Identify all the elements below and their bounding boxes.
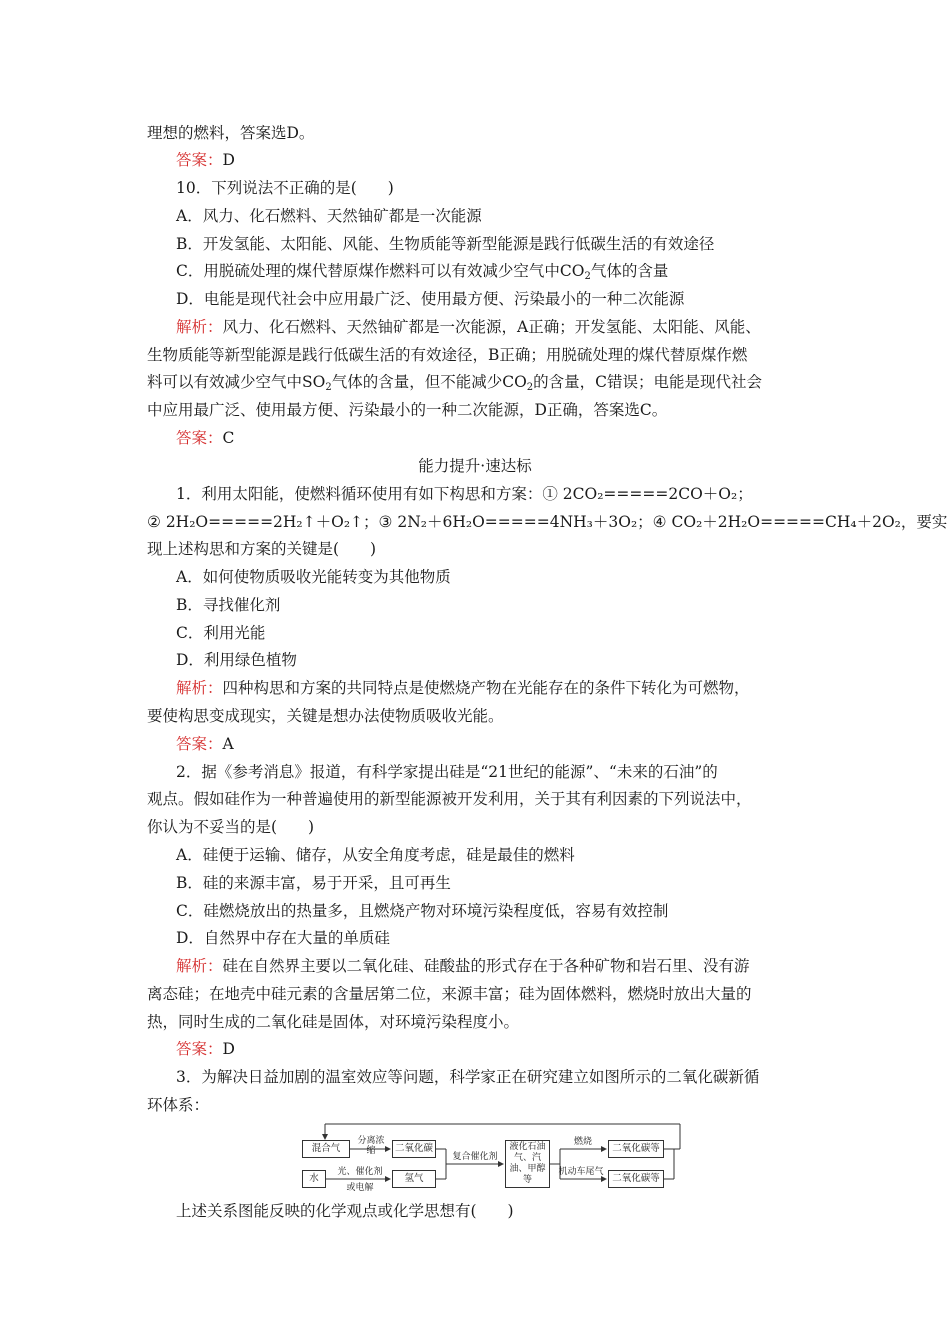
option-d: D．自然界中存在大量的单质硅 — [176, 929, 390, 947]
label-electrolysis: 或电解 — [346, 1183, 374, 1193]
text-span: 硅在自然界主要以二氧化硅、硅酸盐的形式存在于各种矿物和岩石里、没有游 — [222, 957, 750, 975]
box-co2: 二氧化碳 — [392, 1140, 436, 1158]
question-stem: 1．利用太阳能，使燃料循环使用有如下构思和方案：① 2CO₂=====2CO＋O₂； — [176, 485, 753, 503]
option-a: A．硅便于运输、储存，从安全角度考虑，硅是最佳的燃料 — [176, 846, 575, 864]
text-span: 四种构思和方案的共同特点是使燃烧产物在光能存在的条件下转化为可燃物， — [222, 679, 750, 697]
question-stem: 观点。假如硅作为一种普遍使用的新型能源被开发利用，关于其有利因素的下列说法中， — [147, 790, 752, 808]
analysis-label: 解析： — [176, 679, 223, 697]
analysis-line — [147, 369, 807, 396]
question-stem: 上述关系图能反映的化学观点或化学思想有( ) — [176, 1202, 514, 1220]
option-c: C．硅燃烧放出的热量多，且燃烧产物对环境污染程度低，容易有效控制 — [176, 902, 669, 920]
question-stem: 现上述构思和方案的关键是( ) — [147, 540, 377, 558]
analysis-line — [176, 953, 836, 980]
box-co2-etc: 二氧化碳等 — [608, 1140, 664, 1158]
box-h2: 氢气 — [392, 1170, 436, 1188]
option-d: D．利用绿色植物 — [176, 651, 297, 669]
subscript: 2 — [526, 382, 534, 393]
answer-value: D — [222, 1040, 235, 1058]
label-exhaust: 机动车尾气 — [558, 1167, 604, 1177]
box-water: 水 — [302, 1170, 326, 1188]
answer-line — [176, 731, 836, 758]
question-stem: 你认为不妥当的是( ) — [147, 818, 315, 836]
text-span: 料可以有效减少空气中SO — [147, 373, 326, 391]
box-co2-etc: 二氧化碳等 — [608, 1170, 664, 1188]
option-a: A．如何使物质吸收光能转变为其他物质 — [176, 568, 451, 586]
text-span: 气体的含量 — [590, 262, 669, 280]
option-b: B．硅的来源丰富，易于开采，且可再生 — [176, 874, 451, 892]
analysis-line: 生物质能等新型能源是践行低碳生活的有效途径，B正确；用脱硫处理的煤代替原煤作燃 — [147, 346, 748, 364]
box-liquid-fuel: 液化石油气、汽油、甲醇等 — [505, 1140, 550, 1188]
answer-label: 答案： — [176, 735, 223, 753]
answer-line — [176, 147, 836, 174]
subscript: 2 — [584, 271, 591, 282]
section-title: 能力提升·速达标 — [418, 457, 532, 475]
text-span: 的含量，C错误；电能是现代社会 — [533, 373, 763, 391]
answer-label: 答案： — [176, 1040, 223, 1058]
text-span: C．用脱硫处理的煤代替原煤作燃料可以有效减少空气中CO — [176, 262, 585, 280]
co2-cycle-diagram — [300, 1122, 686, 1194]
analysis-line — [176, 675, 836, 702]
option-b: B．寻找催化剂 — [176, 596, 281, 614]
box-mixed-gas: 混合气 — [302, 1140, 350, 1158]
answer-value: C — [222, 429, 235, 447]
answer-label: 答案： — [176, 429, 223, 447]
text-line: 理想的燃料，答案选D。 — [147, 124, 315, 142]
option-a: A．风力、化石燃料、天然铀矿都是一次能源 — [176, 207, 482, 225]
analysis-line: 离态硅；在地壳中硅元素的含量居第二位，来源丰富；硅为固体燃料，燃烧时放出大量的 — [147, 985, 752, 1003]
analysis-label: 解析： — [176, 957, 223, 975]
label-catalyst: 复合催化剂 — [452, 1152, 498, 1162]
answer-value: D — [222, 151, 235, 169]
subscript: 2 — [325, 382, 332, 393]
answer-line — [176, 1036, 836, 1063]
label-separate: 分离浓缩 — [357, 1136, 385, 1156]
analysis-label: 解析： — [176, 318, 223, 336]
question-stem: 3．为解决日益加剧的温室效应等问题，科学家正在研究建立如图所示的二氧化碳新循 — [176, 1068, 760, 1086]
option-b: B．开发氢能、太阳能、风能、生物质能等新型能源是践行低碳生活的有效途径 — [176, 235, 715, 253]
analysis-line — [176, 314, 836, 341]
question-stem: 10．下列说法不正确的是( ) — [176, 179, 394, 197]
question-stem: 2．据《参考消息》报道，有科学家提出硅是“21世纪的能源”、“未来的石油”的 — [176, 763, 718, 781]
text-span: 气体的含量，但不能减少CO — [331, 373, 527, 391]
question-stem: ② 2H₂O=====2H₂↑＋O₂↑；③ 2N₂＋6H₂O=====4NH₃＋3O₂；④ CO₂＋2H₂O=====CH₄＋2O₂，要实 — [147, 513, 948, 531]
analysis-line: 中应用最广泛、使用最方便、污染最小的一种二次能源，D正确，答案选C。 — [147, 401, 668, 419]
answer-line — [176, 425, 836, 452]
answer-label: 答案： — [176, 151, 223, 169]
label-light-catalyst: 光、催化剂 — [337, 1167, 383, 1177]
label-burn: 燃烧 — [573, 1137, 592, 1147]
option-c — [176, 258, 836, 285]
analysis-line: 热，同时生成的二氧化硅是固体，对环境污染程度小。 — [147, 1013, 520, 1031]
answer-value: A — [222, 735, 234, 753]
question-stem: 环体系： — [147, 1096, 210, 1114]
text-span: 风力、化石燃料、天然铀矿都是一次能源，A正确；开发氢能、太阳能、风能、 — [222, 318, 761, 336]
option-d: D．电能是现代社会中应用最广泛、使用最方便、污染最小的一种二次能源 — [176, 290, 685, 308]
analysis-line: 要使构思变成现实，关键是想办法使物质吸收光能。 — [147, 707, 504, 725]
option-c: C．利用光能 — [176, 624, 266, 642]
